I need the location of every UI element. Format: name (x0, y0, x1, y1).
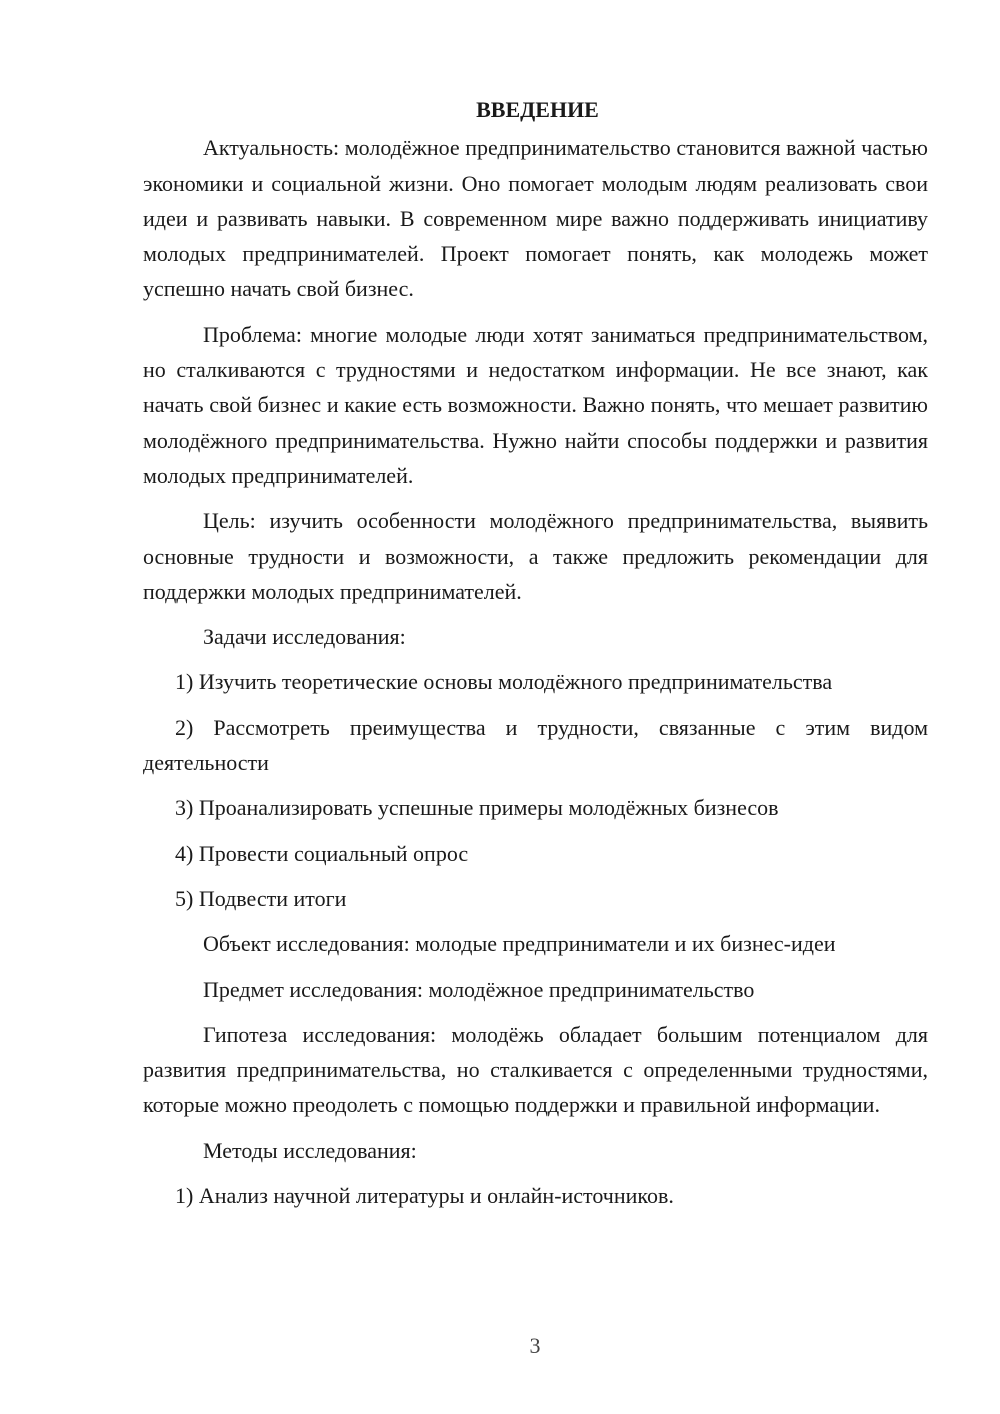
page-title: ВВЕДЕНИЕ (476, 97, 599, 122)
hypothesis-paragraph: Гипотеза исследования: молодёжь обладает большим потенциалом для развития предпринимательства, но сталкивается с определенными трудностями, которые можно преодолеть с помощью поддержки и правильной информации. (143, 1021, 928, 1118)
task-item: 2) Рассмотреть преимущества и трудности, связанные с этим видом деятельности (143, 714, 928, 776)
page-number: 3 (529, 1333, 541, 1358)
tasks-heading: Задачи исследования: (203, 624, 406, 650)
object-paragraph: Объект исследования: молодые предприниматели и их бизнес-идеи (203, 931, 836, 957)
document-page (143, 92, 928, 1223)
task-item: 5) Подвести итоги (175, 885, 347, 911)
goal-paragraph: Цель: изучить особенности молодёжного предпринимательства, выявить основные трудности и возможности, а также предложить рекомендации для поддержки молодых предпринимателей. (143, 508, 928, 604)
relevance-paragraph: Актуальность: молодёжное предпринимательство становится важной частью экономики и социальной жизни. Оно помогает молодым людям реализовать свои идеи и развивать навыки. В современном мире важно поддерживать инициативу молодых предпринимателей. Проект помогает понять, как молодежь может успешно начать свой бизнес. (143, 135, 928, 302)
methods-heading: Методы исследования: (203, 1137, 417, 1163)
task-item: 1) Изучить теоретические основы молодёжного предпринимательства (175, 669, 833, 695)
problem-paragraph: Проблема: многие молодые люди хотят заниматься предпринимательством, но сталкиваются с трудностями и недостатком информации. Не все знают, как начать свой бизнес и какие есть возможности. Важно понять, что мешает развитию молодёжного предпринимательства. Нужно найти способы поддержки и развития молодых предпринимателей. (143, 321, 928, 488)
method-item: 1) Анализ научной литературы и онлайн-источников. (175, 1183, 674, 1209)
subject-paragraph: Предмет исследования: молодёжное предпринимательство (203, 976, 755, 1002)
task-item: 4) Провести социальный опрос (175, 840, 469, 866)
task-item: 3) Проанализировать успешные примеры молодёжных бизнесов (175, 795, 779, 821)
